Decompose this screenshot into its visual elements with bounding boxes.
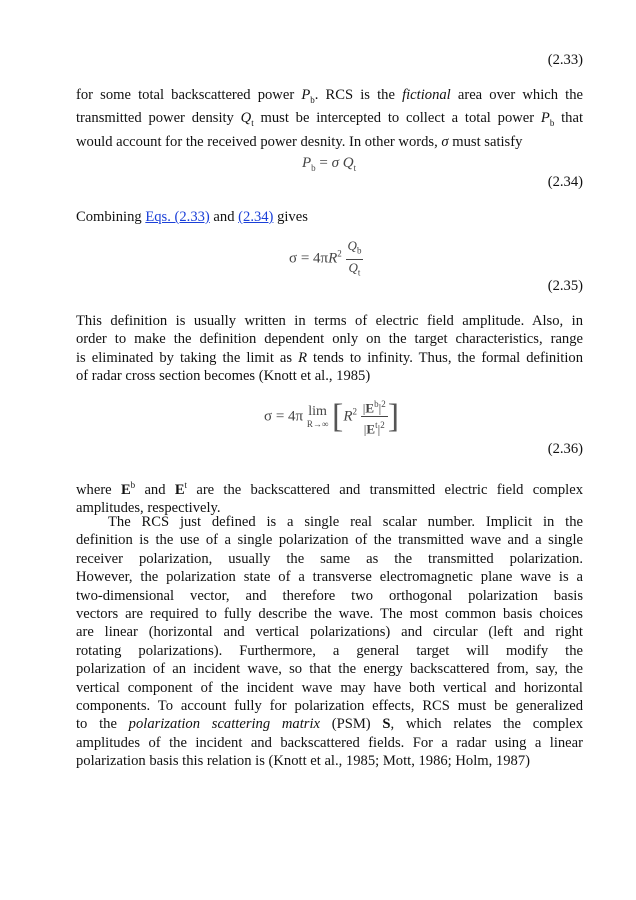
text-line: are linear (horizontal and vertical polarizations) and circular (left and right bbox=[76, 624, 583, 641]
text-line: polarization of an incident wave, so that the energy backscattered from, say, the bbox=[76, 661, 583, 678]
eq-2-34-link[interactable]: (2.34) bbox=[238, 209, 274, 225]
text-line: However, the polarization state of a transverse electromagnetic plane wave is a bbox=[76, 569, 583, 586]
text-line: for some total backscattered power $P_b$. RCS is the fictional area over which the bbox=[76, 87, 583, 105]
text-line: This definition is usually written in terms of electric field amplitude. Also, in bbox=[76, 313, 583, 329]
text-line: to the polarization scattering matrix (PSM) S, which relates the complex bbox=[76, 716, 583, 733]
paragraph-rcs-definition bbox=[76, 86, 583, 151]
paragraph-combining: Combining Eqs. (2.33) and (2.34) gives bbox=[76, 209, 308, 225]
equation-2-34: $P_b = \sigma$ $Q_t$ bbox=[302, 155, 357, 173]
text-line: two-dimensional vector, and therefore two orthogonal polarization basis bbox=[76, 587, 583, 604]
text-line: components. To account fully for polarization effects, RCS must be generalized bbox=[76, 698, 583, 715]
fraction: $\frac{Q_b}{Q_t}$ bbox=[347, 238, 362, 278]
text-line: amplitudes, respectively. bbox=[76, 500, 221, 517]
text-line: rotating polarizations). Furthermore, a general target will modify the bbox=[76, 642, 583, 659]
text-line: vertical component of the incident wave may have both vertical and horizontal bbox=[76, 679, 583, 696]
equation-2-35: $\sigma = 4\pi R^2$ $\frac{Q_b}{Q_t}$ bbox=[289, 238, 363, 280]
equation-2-36: σ = 4π lim R→∞ [$R^2$ $\frac{|E^b|^2}{|E^t|^2}$ ] bbox=[264, 397, 400, 437]
limit-operator: lim R→∞ bbox=[306, 403, 329, 429]
text-line: vectors are required to fully describe the wave. The most common basis choices bbox=[76, 606, 583, 623]
paragraph-where bbox=[76, 476, 583, 518]
eq-2-33-link[interactable]: Eqs. (2.33) bbox=[145, 209, 210, 225]
text-line: receiver polarization, usually the same as the transmitted polarization. bbox=[76, 550, 583, 567]
equation-number-2-35: (2.35) bbox=[547, 278, 583, 294]
equation-number-2-33: (2.33) bbox=[547, 52, 583, 68]
text-line: of radar cross section becomes (Knott et al., 1985) bbox=[76, 368, 371, 385]
text-line: definition is the use of a single polarization of the transmitted wave and a single bbox=[76, 532, 583, 549]
equation-number-2-36: (2.36) bbox=[547, 441, 583, 457]
paragraph-polarization bbox=[76, 513, 583, 771]
text-line: order to make the definition dependent only on the target characteristics, range bbox=[76, 331, 583, 348]
paragraph-field-amplitude bbox=[76, 312, 583, 386]
text-line: The RCS just defined is a single real scalar number. Implicit in the bbox=[108, 514, 583, 530]
text-line: polarization basis this relation is (Knott et al., 1985; Mott, 1986; Holm, 1987) bbox=[76, 753, 530, 770]
text-line: transmitted power density $Q_t$ must be intercepted to collect a total power $P_b$ that bbox=[76, 110, 583, 129]
text-line: amplitudes of the incident and backscattered fields. For a radar using a linear bbox=[76, 734, 583, 751]
text-line: would account for the received power desnity. In other words, σ must satisfy bbox=[76, 133, 523, 150]
fraction: $\frac{|E^b|^2}{|E^t|^2}$ bbox=[361, 396, 388, 438]
text-line: where $E^b$ and $E^t$ are the backscattered and transmitted electric field complex bbox=[76, 480, 583, 498]
text-line: is eliminated by taking the limit as R tends to infinity. Thus, the formal definition bbox=[76, 349, 583, 366]
equation-number-2-34: (2.34) bbox=[547, 174, 583, 190]
